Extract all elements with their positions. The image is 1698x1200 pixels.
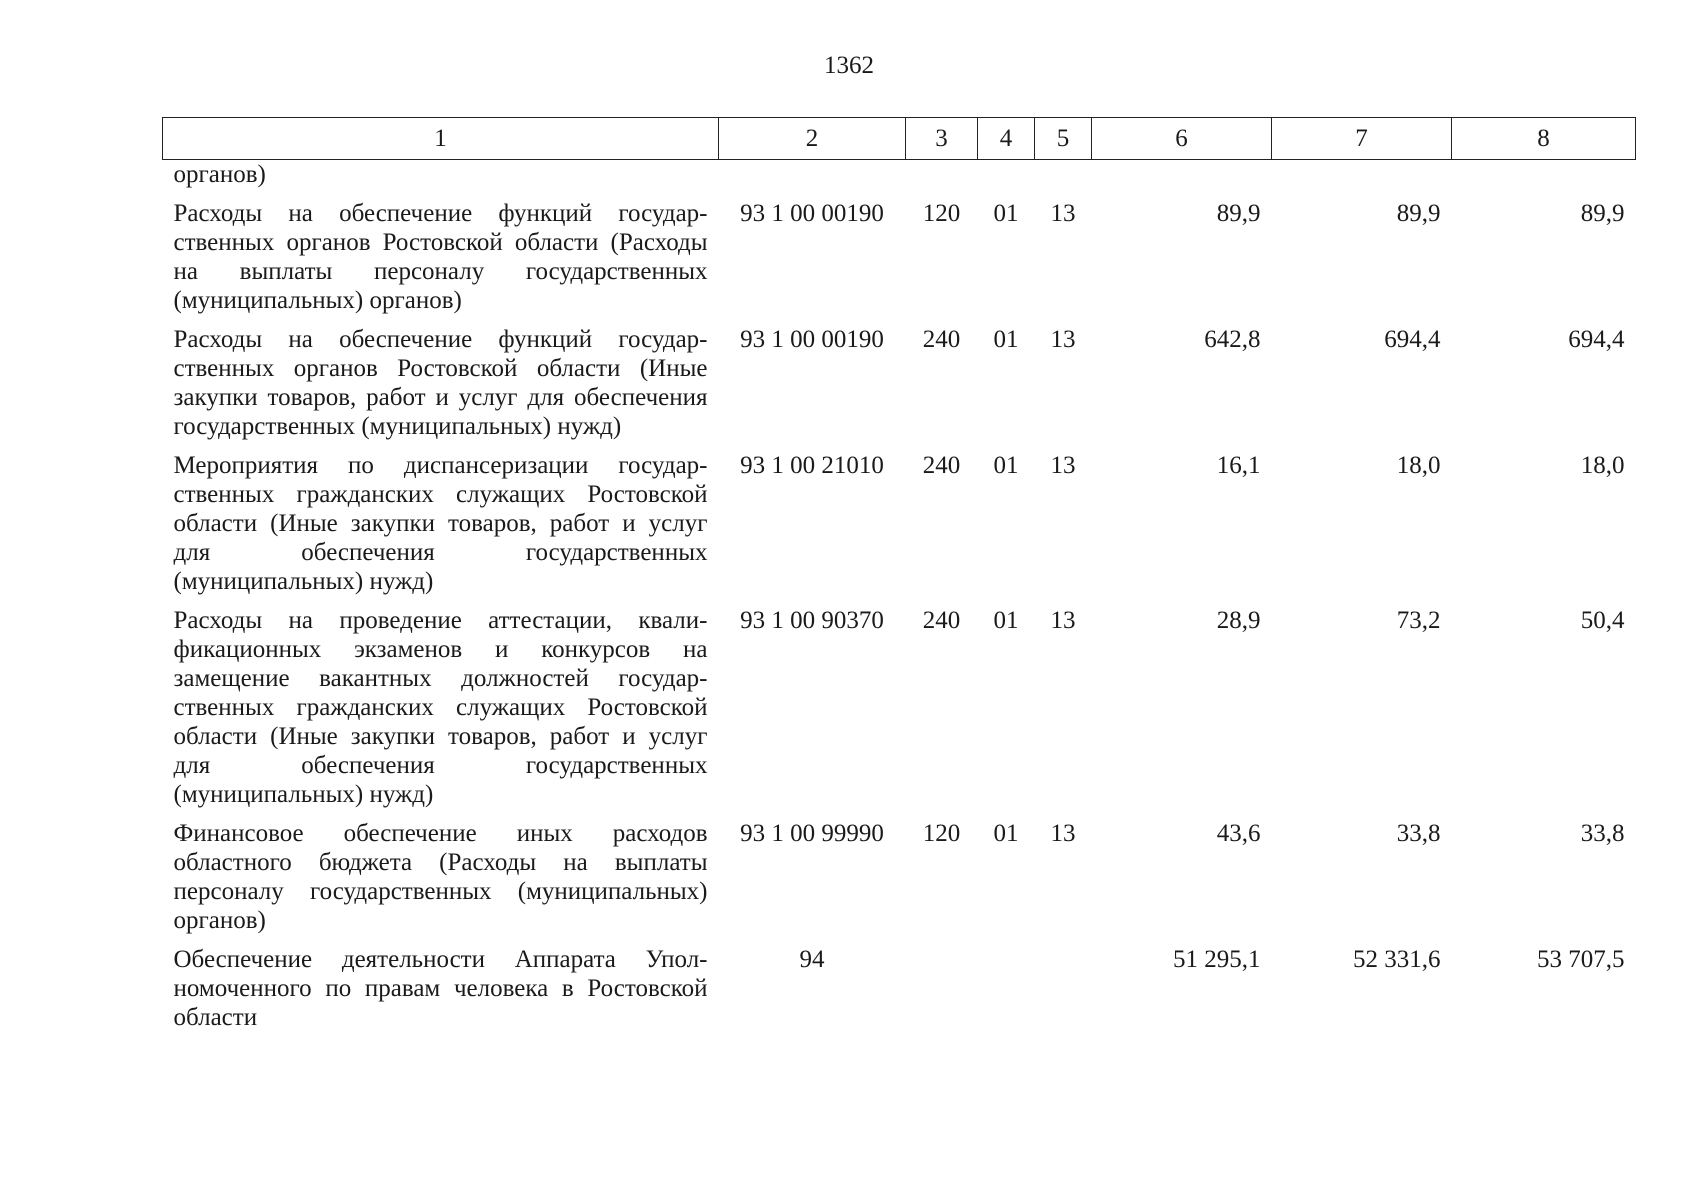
amount-year-3: 33,8 (1580, 820, 1625, 847)
subsection-code: 13 (1050, 326, 1076, 353)
amount-year-1: 642,8 (1204, 326, 1261, 353)
section-code: 01 (993, 820, 1019, 847)
table-row (163, 451, 1636, 606)
expense-type-code (906, 945, 978, 1042)
column-header-1: 1 (163, 118, 719, 160)
amount-year-3: 50,4 (1580, 607, 1625, 634)
table-row (163, 606, 1636, 819)
row-description: Расходы на обеспечение функций государственных органов Ростовской области (Иные закупки товаров, работ и услуг для обеспечения государственных (муниципальных) нужд) (173, 326, 708, 440)
target-article-code: 93 1 00 99990 (740, 820, 884, 847)
amount-year-2: 18,0 (1396, 452, 1441, 479)
section-code (978, 945, 1035, 1042)
table-header-row (163, 118, 1636, 160)
amount-year-2: 89,9 (1396, 200, 1441, 227)
target-article-code: 94 (799, 946, 825, 973)
row-description: Мероприятия по диспансеризации государственных гражданских служащих Ростовской области (Иные закупки товаров, работ и услуг для обеспечения государственных (муниципальных) нужд) (173, 452, 708, 595)
column-header-7: 7 (1272, 118, 1452, 160)
amount-year-3: 89,9 (1580, 200, 1625, 227)
section-code: 01 (993, 326, 1019, 353)
subsection-code: 13 (1050, 820, 1076, 847)
section-code: 01 (993, 452, 1019, 479)
amount-year-2: 52 331,6 (1353, 946, 1441, 973)
table-row (163, 325, 1636, 451)
amount-year-1: 28,9 (1216, 607, 1261, 634)
amount-year-3: 53 707,5 (1537, 946, 1625, 973)
amount-year-2: 33,8 (1396, 820, 1441, 847)
column-header-8: 8 (1452, 118, 1636, 160)
expense-type-code: 240 (922, 607, 961, 634)
row-description: Расходы на обеспечение функций государственных органов Ростовской области (Расходы на выплаты персоналу государственных (муниципальных) органов) (173, 200, 708, 314)
amount-year-1: 43,6 (1216, 820, 1261, 847)
target-article-code: 93 1 00 21010 (740, 452, 884, 479)
subsection-code: 13 (1050, 200, 1076, 227)
amount-year-1: 51 295,1 (1173, 946, 1261, 973)
column-header-2: 2 (719, 118, 906, 160)
row-description: Расходы на проведение аттестации, квалификационных экзаменов и конкурсов на замещение вакантных должностей государственных гражданских служащих Ростовской области (Иные закупки товаров, работ и услуг для обеспечения государственных (муниципальных) нужд) (173, 607, 708, 808)
amount-year-3: 694,4 (1568, 326, 1625, 353)
target-article-code: 93 1 00 00190 (740, 326, 884, 353)
column-header-5: 5 (1035, 118, 1092, 160)
table-row-continuation (163, 160, 1636, 200)
target-article-code: 93 1 00 90370 (740, 607, 884, 634)
section-code: 01 (993, 607, 1019, 634)
expense-type-code: 120 (922, 820, 961, 847)
section-code: 01 (993, 200, 1019, 227)
column-header-3: 3 (906, 118, 978, 160)
column-header-6: 6 (1092, 118, 1272, 160)
amount-year-3: 18,0 (1580, 452, 1625, 479)
table-row (163, 819, 1636, 945)
expense-type-code: 120 (922, 200, 961, 227)
subsection-code (1035, 945, 1092, 1042)
subsection-code: 13 (1050, 607, 1076, 634)
row-description: Обеспечение деятельности Аппарата Уполномоченного по правам человека в Ростовской области (173, 946, 708, 1031)
expense-type-code: 240 (922, 452, 961, 479)
amount-year-1: 16,1 (1216, 452, 1261, 479)
target-article-code: 93 1 00 00190 (740, 200, 884, 227)
expense-type-code: 240 (922, 326, 961, 353)
page-number: 1362 (824, 52, 874, 79)
budget-table (162, 117, 1636, 1042)
amount-year-2: 73,2 (1396, 607, 1441, 634)
subsection-code: 13 (1050, 452, 1076, 479)
column-header-4: 4 (978, 118, 1035, 160)
row-description: органов) (173, 161, 266, 188)
table-row (163, 945, 1636, 1042)
table-row (163, 199, 1636, 325)
amount-year-2: 694,4 (1384, 326, 1441, 353)
row-description: Финансовое обеспечение иных расходов областного бюджета (Расходы на выплаты персоналу государственных (муниципальных) органов) (173, 820, 708, 934)
amount-year-1: 89,9 (1216, 200, 1261, 227)
